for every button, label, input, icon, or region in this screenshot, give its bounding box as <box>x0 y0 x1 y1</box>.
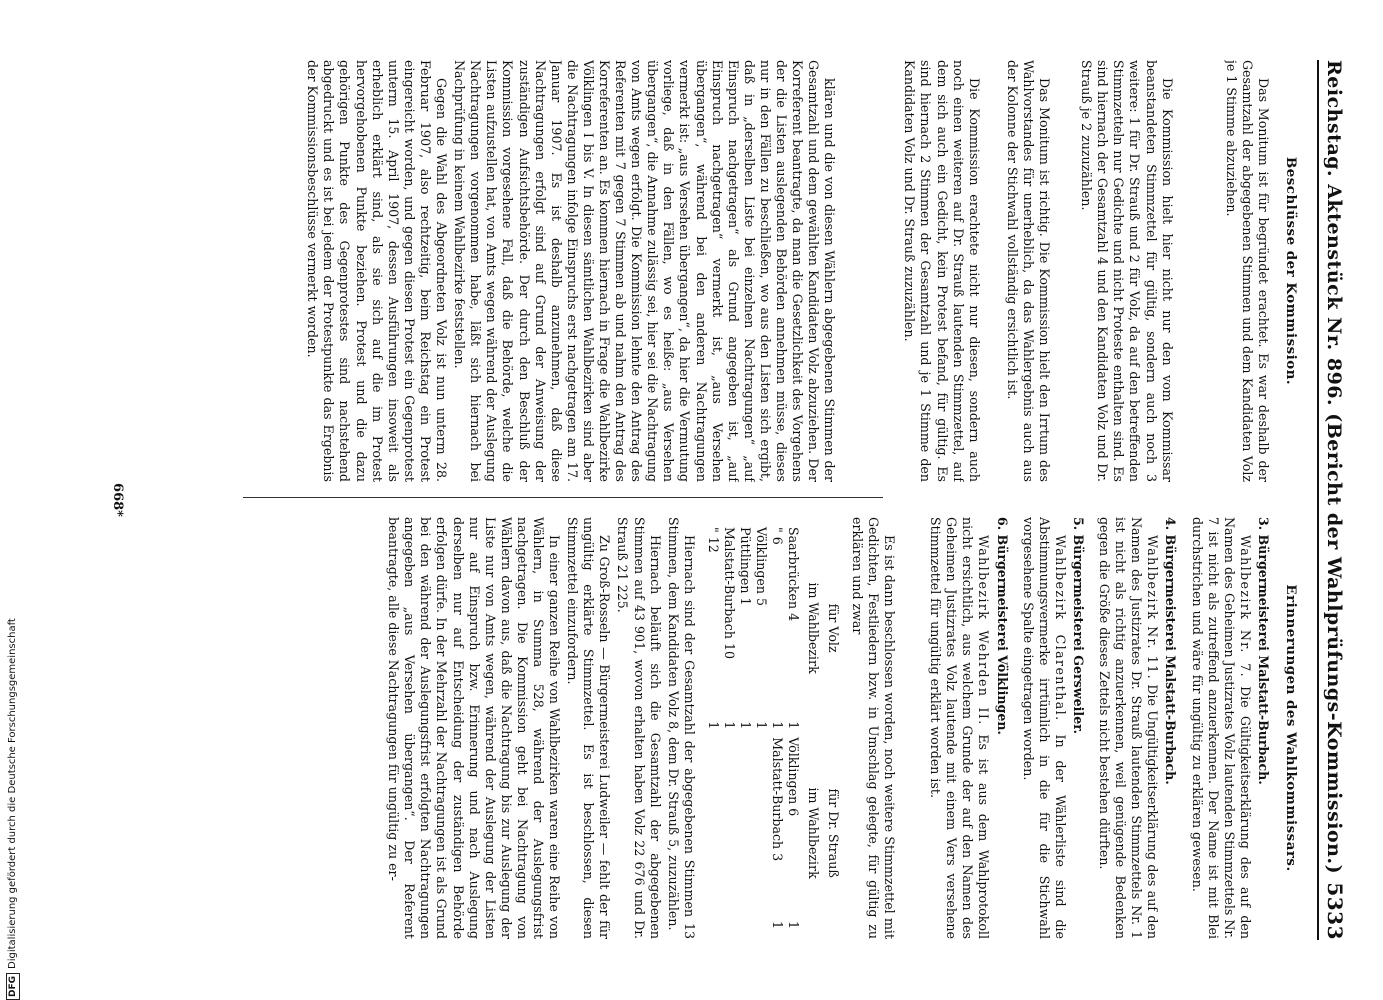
table-cell: Püttlingen 1 <box>737 527 753 606</box>
paragraph: Hiernach beläuft sich die Gesamtzahl der abgegebenen Stimmen auf 43 901, wovon erhalten haben Volz 22 676 und Dr. Strauß 21 225. <box>615 517 663 939</box>
item-heading <box>1070 517 1086 939</box>
table-cell: " 12 <box>705 527 721 553</box>
table-cell: Saarbrücken 4 <box>785 527 801 622</box>
table-row <box>721 523 737 933</box>
table-subheader-row <box>801 523 821 933</box>
item-title: 5. Bürgermeisterei Gersweiler. <box>1070 517 1086 735</box>
table-subheader-left: im Wahlbezirk <box>805 582 821 674</box>
column-left <box>195 60 1305 482</box>
paragraph: In einer ganzen Reihe von Wahlbezirken waren eine Reihe von Wählern, in Summa 528, während der Auslegungsfrist nachgetragen. Die Kommission geht bei Nachtragung von Wählern davon aus, daß die Nachtragung bis zur Auslegung der Liste nur von Amts wegen, während der Auslegung der Listen nur auf Einspruch bzw. Erinnerung und nach Auslegung derselben nur auf Entscheidung der zuständigen Behörde erfolgen dürfe. In der Mehrzahl der Nachtragungen ist als Grund bei den während der Auslegungsfrist erfolgten Nachtragungen angegeben „aus Versehen übergangen“. Der Referent beantragte, alle diese Nachtragungen für ungültig zu er- <box>386 517 563 939</box>
item-heading <box>1255 517 1271 939</box>
running-title: Reichstag. Aktenstück Nr. 896. (Bericht der Wahlprüfungs-Kommission.) <box>1323 60 1345 875</box>
table-cell: 1 <box>785 721 801 730</box>
paragraph: Es ist dann beschlossen worden, noch weitere Stimmzettel mit Gedichten, Festliedern bzw. in Umschlag gelegte, für gültig zu erklären und zwar <box>849 517 898 939</box>
paragraph: Das Monitum ist für begründet erachtet. Es war deshalb der Gesamtzahl der abgegebenen Stimmen und dem Kandidaten Volz je 1 Stimme abzuziehen. <box>1223 60 1271 482</box>
item-heading <box>994 517 1010 939</box>
paragraph: Die Kommission erachtete nicht nur diesen, sondern auch noch einen weiteren auf Dr. Strauß lautenden Stimmzettel, auf dem sich auch ein Gedicht, kein Protest befand, für gültig. Es sind hiernach 2 Stimmen der Gesamtzahl und je 1 Stimme den Kandidaten Volz und Dr. Strauß zuzuzählen. <box>902 60 982 482</box>
table-cell: 1 <box>769 721 785 730</box>
table-cell: 1 <box>721 721 737 730</box>
paragraph: Die Kommission hielt hier nicht nur den vom Kommissar beanstandeten Stimmzettel für gültig, sondern auch noch 3 weitere: 1 für Dr. Strauß und 2 für Volz, da auf den betreffenden Stimmzetteln nur Gedichte und nicht Proteste enthalten sind. Es sind hiernach der Gesamtzahl 4 und den Kandidaten Volz und Dr. Strauß je 2 zuzuzählen. <box>1079 60 1175 482</box>
column-divider <box>243 497 883 498</box>
table-cell: 1 <box>753 721 769 730</box>
item-text: Die Gültigkeitserklärung des auf den Namen des Geheimen Justizrates Volz lautenden Stimmzettels Nr. 7 ist nicht als zutreffend anzuerkennen. Der Name ist mit Blei durchstrichen und wäre für ungültig zu erklären gewesen. <box>1189 517 1253 939</box>
table-header-volz: für Volz <box>825 603 841 653</box>
paragraph: Zu Groß-Rosseln — Bürgermeisterei Ludweiler — fehlt der für ungültig erklärte Stimmzettel. Es ist beschlossen, diesen Stimmzettel einzufordern. <box>565 517 613 939</box>
table-cell <box>721 905 737 933</box>
table-header-strauss: für Dr. Strauß <box>825 788 841 878</box>
table-cell <box>705 905 721 933</box>
table-cell <box>753 733 769 905</box>
table-cell <box>753 905 769 933</box>
digitization-credit <box>3 0 23 1000</box>
table-header-row <box>821 523 841 933</box>
ballots-table <box>705 523 841 933</box>
table-subheader-right: im Wahlbezirk <box>805 787 821 879</box>
table-cell <box>721 733 737 905</box>
item-body <box>1096 517 1160 939</box>
section-heading-remarks: Erinnerungen des Wahlkommissars. <box>1283 584 1299 872</box>
table-row <box>785 523 801 933</box>
table-cell: " 6 <box>769 527 785 545</box>
paragraph: Hiernach sind der Gesamtzahl der abgegebenen Stimmen 13 Stimmen, dem Kandidaten Volz 8, dem Dr. Strauß 5, zuzuzählen. <box>665 517 697 939</box>
item-lead: Wahlbezirk Nr. 11. <box>1145 535 1161 680</box>
table-cell: 1 <box>737 721 753 730</box>
table-cell: Malstatt-Burbach 10 <box>721 527 737 659</box>
table-cell: 1 <box>769 920 785 929</box>
digitization-credit-line <box>3 0 23 1000</box>
table-cell <box>737 905 753 933</box>
item-lead: Wahlbezirk Nr. 7. <box>1237 535 1253 679</box>
table-cell <box>737 733 753 905</box>
table-row <box>753 523 769 933</box>
item-text: Die Ungültigkeitserklärung des auf den Namen des Justizrates Dr. Strauß lautenden Stimmzettels Nr. 1 ist nicht als richtig anzuerkennen, weil genügende Bedenken gegen die Größe dieses Zettels nicht bestehen dürften. <box>1097 517 1161 939</box>
item-title: 4. Bürgermeisterei Malstatt-Burbach. <box>1163 517 1179 785</box>
table-cell: 1 <box>785 920 801 929</box>
table-cell: Völklingen 5 <box>753 527 769 606</box>
dfg-logo: DFG <box>6 973 20 1000</box>
item-title: 3. Bürgermeisterei Malstatt-Burbach. <box>1255 517 1271 785</box>
item-lead: Wahlbezirk Clarenthal. <box>1052 535 1068 722</box>
paragraph: Das Monitum ist richtig. Die Kommission hielt den Irrtum des Wahlvorstandes für unerheblich, da das Wahlergebnis auch aus der Kolonne der Stichwahl vollständig ersichtlich ist. <box>1004 60 1053 482</box>
table-row <box>705 523 721 933</box>
item-body <box>927 517 991 939</box>
item-body <box>1020 517 1068 939</box>
table-cell <box>705 733 721 905</box>
credit-text: Digitalisierung gefördert durch die Deutsche Forschungsgemeinschaft <box>7 618 18 969</box>
paragraph: klären und die von diesen Wählern abgegebenen Stimmen der Gesamtzahl und dem gewählten Kandidaten Volz abzuziehen. Der Korreferent beantragte, da man die Gesetzlichkeit des Vorgehens der die Listen auslegenden Behörden annehmen müsse, dieses nur in den Fällen zu beschließen, wo aus den Listen sich ergibt, daß in „derselben Liste bei einzelnen Nachtragungen“ „auf Einspruch nachgetragen“ als Grund angegeben ist, „auf Einspruch nachgetragen“ vermerkt ist, „aus Versehen übergangen“, während bei den anderen Nachtragungen vermerkt ist: „aus Versehen übergangen“, da hier die Vermutung vorliege, daß in den Fällen, wo es heiße: „aus Versehen übergangen“, die Annahme zulässig sei, hier sei die Nachtragung von Amts wegen erfolgt. Die Kommission lehnte den Antrag des Referenten mit 7 gegen 7 Stimmen ab und nahm den Antrag des Korreferenten an. Es kommen hiernach in Frage die Wahlbezirke Völklingen I bis V. In diesen sämtlichen Wahlbezirken sind aber die Nachtragungen infolge Einspruchs erst nachgetragen am 17. Januar 1907. Es ist deshalb anzunehmen, daß diese Nachtragungen erfolgt sind auf Grund der Anweisung der zuständigen Aufsichtsbehörde. Der durch den Beschluß der Kommission vorgesehene Fall, daß die Behörde, welche die Listen aufzustellen hat, von Amts wegen während der Auslegung Nachtragungen vorgenommen habe, läßt sich hiernach bei Nachprüfung in keinem Wahlbezirke feststellen. <box>452 60 838 482</box>
header-page-number: 5333 <box>1323 882 1347 940</box>
paragraph: Gegen die Wahl des Abgeordneten Volz ist nun unterm 28. Februar 1907, also rechtzeitig, beim Reichstag ein Protest eingereicht worden, und gegen diesen Protest ein Gegenprotest unterm 15. April 1907, dessen Ausführungen insoweit als erheblich erklärt sind, als sie sich auf die im Protest hervorgehobenen Punkte beziehen. Protest und die dazu gehörigen Punkte des Gegenprotestes sind nachstehend abgedruckt und es ist bei jedem der Protestpunkte das Ergebnis der Kommissionsbeschlüsse vermerkt worden. <box>305 60 450 482</box>
item-text: In der Wählerliste sind die Abstimmungsvermerke irrtümlich in die für die Stichwahl vorgesehene Spalte eingetragen worden. <box>1020 517 1068 939</box>
table-cell: 1 <box>705 721 721 730</box>
item-heading <box>1162 517 1178 939</box>
section-heading-resolutions: Beschlüsse der Kommission. <box>1283 156 1299 386</box>
page-header <box>1317 60 1359 940</box>
column-right <box>195 517 1305 939</box>
item-text: Es ist aus dem Wahlprotokoll nicht ersichtlich, aus welchem Grunde der auf den Namen des Geheimen Justizrates Volz lautende mit einem Vers versehene Stimmzettel für ungültig erklärt worden ist. <box>928 517 992 939</box>
item-lead: Wahlbezirk Wehrden II. <box>976 535 992 726</box>
table-row <box>737 523 753 933</box>
table-cell: Völklingen 6 <box>785 737 801 817</box>
page-number: 668* <box>110 483 125 517</box>
item-body <box>1188 517 1252 939</box>
table-row <box>769 523 785 933</box>
table-cell: Malstatt-Burbach 3 <box>769 737 785 862</box>
item-title: 6. Bürgermeisterei Völklingen. <box>994 517 1010 735</box>
